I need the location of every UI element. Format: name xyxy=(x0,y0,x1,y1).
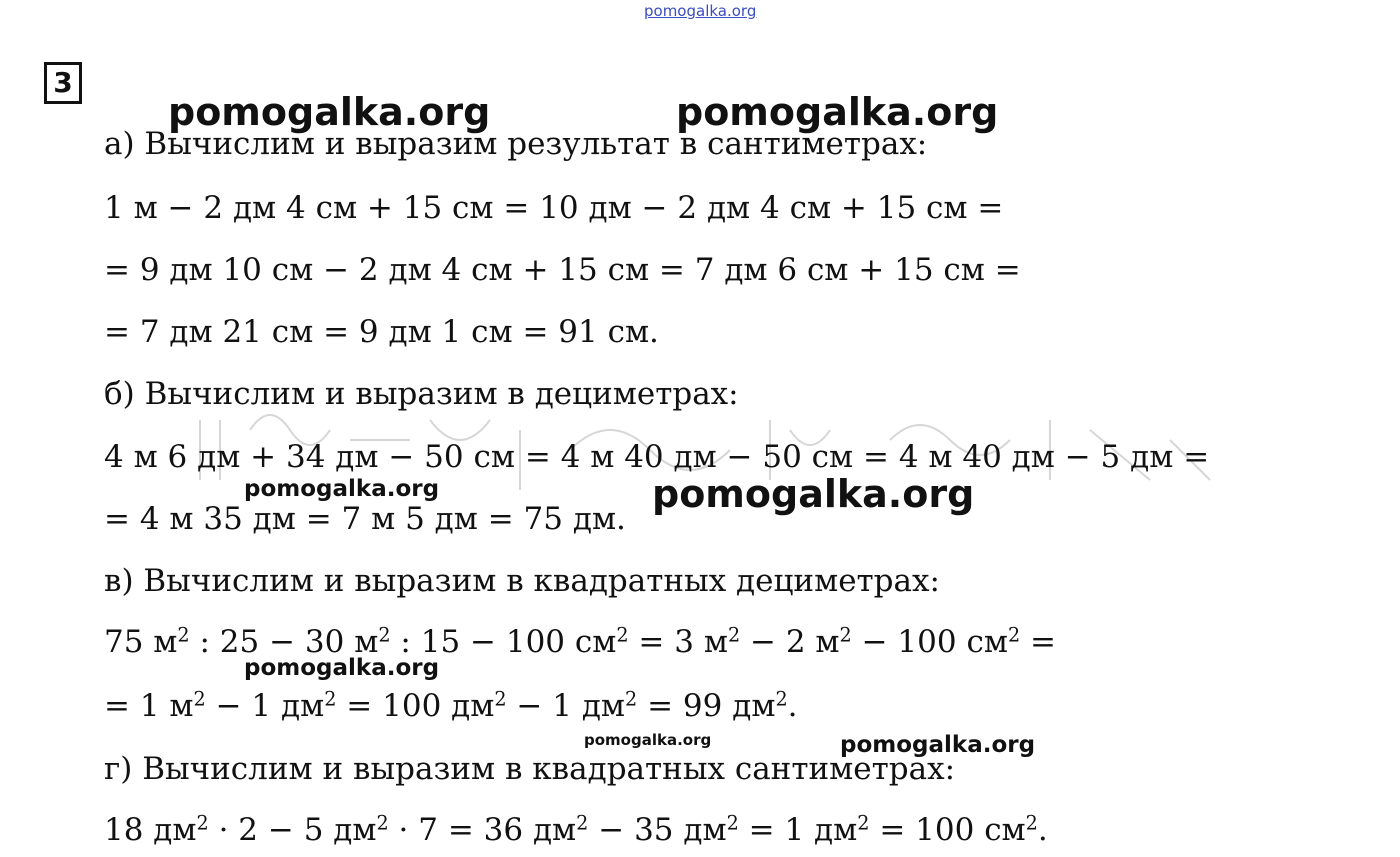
watermark: pomogalka.org xyxy=(652,472,975,516)
watermark-link[interactable]: pomogalka.org xyxy=(644,2,757,20)
watermark: pomogalka.org xyxy=(168,90,491,134)
part-g-line-1: 18 $дм^2 \cdot 2 - 5$ $дм^2 \cdot 7 = 36$ $дм^2 - 35$ $дм^2 = 1$ $дм^2 = 100$ $см^2$. xyxy=(104,811,1048,848)
watermark: pomogalka.org xyxy=(584,731,712,749)
part-a-line-3: = 7 дм 21 см = 9 дм 1 см = 91 см. xyxy=(104,314,659,350)
task-number: 3 xyxy=(44,62,82,104)
part-b-line-2: = 4 м 35 дм = 7 м 5 дм = 75 дм. xyxy=(104,501,626,537)
part-a-line-1: 1 м − 2 дм 4 см + 15 см = 10 дм − 2 дм 4 см + 15 см = xyxy=(104,190,1004,226)
part-b-heading: б) Вычислим и выразим в дециметрах: xyxy=(104,376,739,412)
part-v-heading: в) Вычислим и выразим в квадратных дециметрах: xyxy=(104,563,940,599)
part-a-line-2: = 9 дм 10 см − 2 дм 4 см + 15 см = 7 дм 6 см + 15 см = xyxy=(104,252,1021,288)
part-v-line-1: 75 $м^2$ : 25 − 30 $м^2$ : 15 − 100 $см^2 = 3$ $м^2 - 2$ $м^2 - 100$ $см^2$ = xyxy=(104,623,1056,660)
part-v-line-2: = 1 $м^2 - 1$ $дм^2 = 100$ $дм^2 - 1$ $дм^2 = 99$ $дм^2$. xyxy=(104,687,798,724)
part-g-heading: г) Вычислим и выразим в квадратных сантиметрах: xyxy=(104,751,956,787)
watermark: pomogalka.org xyxy=(840,732,1036,758)
watermark: pomogalka.org xyxy=(676,90,999,134)
part-b-line-1: 4 м 6 дм + 34 дм − 50 см = 4 м 40 дм − 50 см = 4 м 40 дм − 5 дм = xyxy=(104,439,1210,475)
part-a-heading: а) Вычислим и выразим результат в сантиметрах: xyxy=(104,126,928,162)
watermark: pomogalka.org xyxy=(244,655,440,681)
watermark: pomogalka.org xyxy=(244,476,440,502)
